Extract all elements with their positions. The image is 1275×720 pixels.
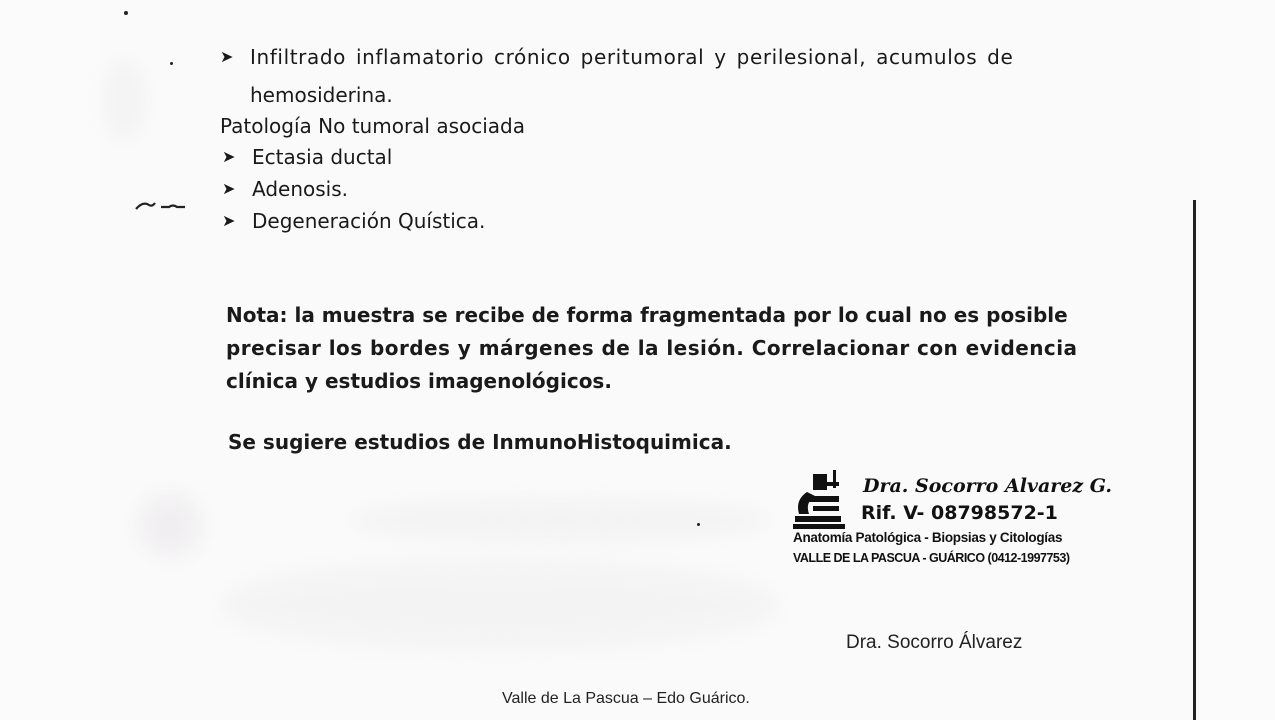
doctor-stamp bbox=[793, 440, 1112, 575]
list-item bbox=[222, 208, 485, 234]
section-heading: Patología No tumoral asociada bbox=[220, 114, 526, 138]
list-item-label: Degeneración Quística. bbox=[252, 209, 486, 233]
scan-smudge bbox=[350, 500, 770, 540]
arrow-bullet-icon: ➤ bbox=[222, 179, 236, 198]
list-item bbox=[222, 144, 392, 170]
list-item-label: Adenosis. bbox=[252, 177, 348, 201]
note-line: precisar los bordes y márgenes de la lesión. Correlacionar con evidencia bbox=[226, 336, 1078, 360]
scan-speck bbox=[124, 11, 128, 15]
stamp-rif: Rif. V- 08798572-1 bbox=[861, 502, 1058, 524]
arrow-bullet-icon: ➤ bbox=[222, 211, 236, 230]
scan-smudge bbox=[105, 60, 145, 140]
microscope-logo-icon bbox=[793, 470, 855, 530]
suggestion-text: Se sugiere estudios de InmunoHistoquimica. bbox=[228, 430, 732, 454]
finding-line: Infiltrado inflamatorio crónico peritumoral y perilesional, acumulos de bbox=[250, 45, 1014, 69]
scan-smudge bbox=[140, 495, 200, 555]
stamp-location: VALLE DE LA PASCUA - GUÁRICO (0412-1997753) bbox=[793, 551, 1070, 565]
footer-location: Valle de La Pascua – Edo Guárico. bbox=[502, 690, 750, 707]
arrow-bullet-icon: ➤ bbox=[220, 47, 234, 66]
note-line: clínica y estudios imagenológicos. bbox=[226, 369, 612, 393]
finding-line: hemosiderina. bbox=[250, 83, 393, 107]
note-line: Nota: la muestra se recibe de forma fragmentada por lo cual no es posible bbox=[226, 303, 1068, 327]
scan-speck bbox=[697, 523, 700, 526]
scan-smudge bbox=[220, 560, 780, 650]
list-item bbox=[222, 176, 348, 202]
stamp-specialty: Anatomía Patológica - Biopsias y Citologías bbox=[793, 530, 1063, 545]
stamp-name: Dra. Socorro Alvarez G. bbox=[863, 475, 1112, 497]
note-paragraph bbox=[226, 299, 1078, 398]
margin-scribble bbox=[133, 195, 193, 215]
arrow-bullet-icon: ➤ bbox=[222, 147, 236, 166]
finding-item bbox=[220, 44, 1060, 108]
signer-name: Dra. Socorro Álvarez bbox=[846, 632, 1023, 653]
list-item-label: Ectasia ductal bbox=[252, 145, 393, 169]
paper-edge-line bbox=[1193, 200, 1196, 720]
scan-speck bbox=[170, 62, 173, 65]
